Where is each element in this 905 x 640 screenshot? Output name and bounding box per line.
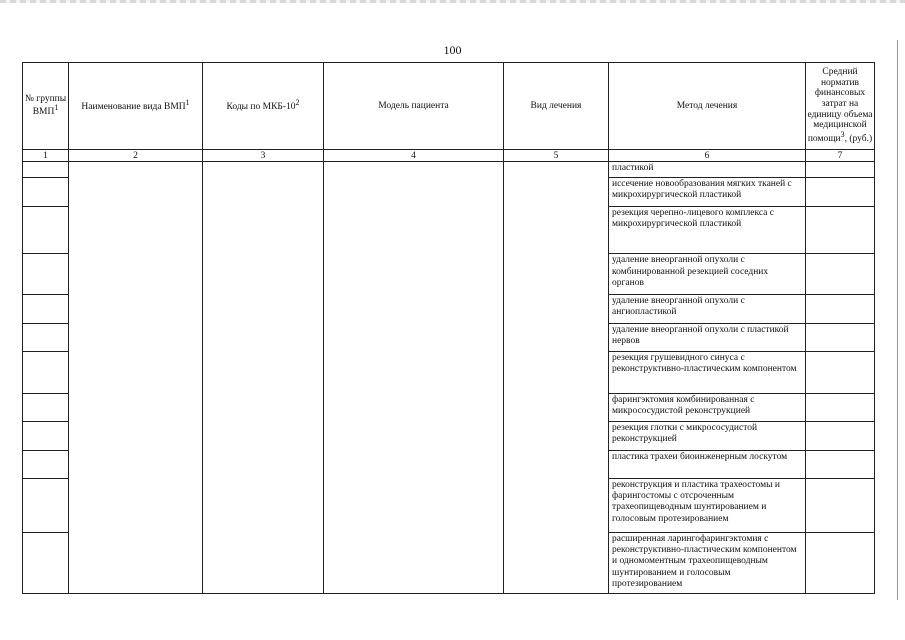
group-number-cell <box>23 162 69 178</box>
group-number-cell <box>23 532 69 593</box>
treatment-method-cell: расширенная ларингофарингэктомия с реконструктивно-пластическим компонентом и одномоментным трахеопищеводным шунтированием и голосовым протезированием <box>609 532 806 593</box>
page-number: 100 <box>443 43 462 57</box>
column-number: 6 <box>609 150 806 162</box>
treatment-method-cell: удаление внеорганной опухоли с пластикой нервов <box>609 323 806 351</box>
header-group-number: № группы ВМП$^1$ <box>23 63 69 150</box>
cost-cell <box>806 450 875 478</box>
group-number-cell <box>23 254 69 295</box>
vmp-name-cell <box>69 162 203 594</box>
header-patient-model: Модель пациента <box>324 63 504 150</box>
group-number-cell <box>23 393 69 421</box>
treatment-method-cell: резекция глотки с микрососудистой реконструкцией <box>609 422 806 450</box>
treatment-type-cell <box>504 162 609 594</box>
group-number-cell <box>23 422 69 450</box>
header-row <box>23 63 875 150</box>
cost-cell <box>806 206 875 254</box>
header-treatment-type: Вид лечения <box>504 63 609 150</box>
treatment-method-cell: пластикой <box>609 162 806 178</box>
treatment-method-cell: удаление внеорганной опухоли с ангиопластикой <box>609 295 806 323</box>
cost-cell <box>806 295 875 323</box>
group-number-cell <box>23 479 69 533</box>
treatment-method-cell: фарингэктомия комбинированная с микрососудистой реконструкцией <box>609 393 806 421</box>
cost-cell <box>806 532 875 593</box>
patient-model-cell <box>324 162 504 594</box>
treatment-method-cell: реконструкция и пластика трахеостомы и фарингостомы с отсроченным трахеопищеводным шунтированием и голосовым протезированием <box>609 479 806 533</box>
treatment-method-cell: удаление внеорганной опухоли с комбинированной резекцией соседних органов <box>609 254 806 295</box>
group-number-cell <box>23 323 69 351</box>
cost-cell <box>806 178 875 206</box>
scan-right-edge <box>897 40 898 600</box>
cost-cell <box>806 254 875 295</box>
group-number-cell <box>23 450 69 478</box>
header-cost-standard: Средний норматив финансовых затрат на единицу объема медицинской помощи$^3$, (руб.) <box>806 63 875 150</box>
column-number: 1 <box>23 150 69 162</box>
group-number-cell <box>23 295 69 323</box>
cost-cell <box>806 352 875 394</box>
cost-cell <box>806 479 875 533</box>
column-number: 4 <box>324 150 504 162</box>
treatment-method-cell: иссечение новообразования мягких тканей с микрохирургической пластикой <box>609 178 806 206</box>
group-number-cell <box>23 352 69 394</box>
header-icd-codes: Коды по МКБ-$10^2$ <box>203 63 324 150</box>
treatment-method-cell: резекция грушевидного синуса с реконструктивно-пластическим компонентом <box>609 352 806 394</box>
treatment-method-cell: резекция черепно-лицевого комплекса с микрохирургической пластикой <box>609 206 806 254</box>
header-vmp-name: Наименование вида ВМП$^1$ <box>69 63 203 150</box>
cost-cell <box>806 162 875 178</box>
column-number: 2 <box>69 150 203 162</box>
column-number: 7 <box>806 150 875 162</box>
cost-cell <box>806 393 875 421</box>
group-number-cell <box>23 178 69 206</box>
icd-codes-cell <box>203 162 324 594</box>
vmp-table <box>22 62 875 594</box>
treatment-method-cell: пластика трахеи биоинженерным лоскутом <box>609 450 806 478</box>
scan-top-edge <box>0 0 905 3</box>
column-number: 3 <box>203 150 324 162</box>
group-number-cell <box>23 206 69 254</box>
header-treatment-method: Метод лечения <box>609 63 806 150</box>
column-number-row <box>23 150 875 162</box>
cost-cell <box>806 323 875 351</box>
cost-cell <box>806 422 875 450</box>
table-row <box>23 162 875 178</box>
column-number: 5 <box>504 150 609 162</box>
